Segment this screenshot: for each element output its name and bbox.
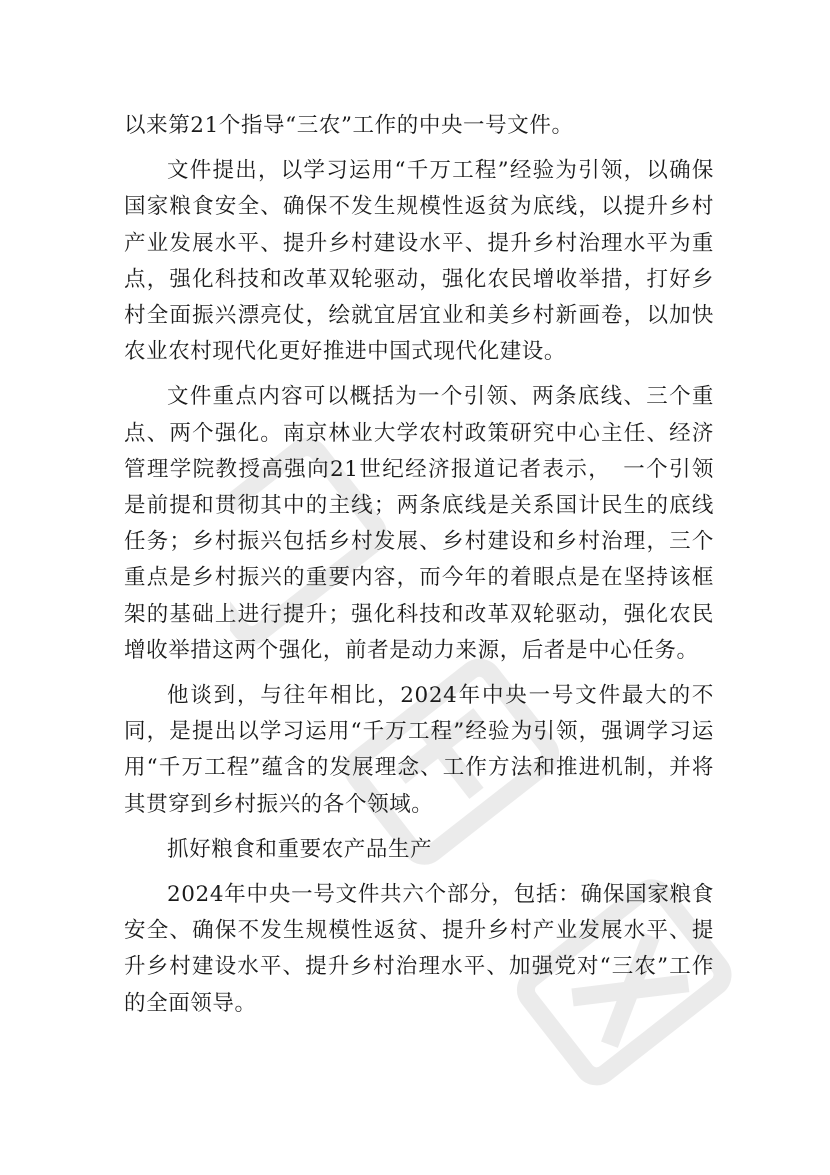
section-heading: 抓好粮食和重要农产品生产 bbox=[167, 836, 433, 862]
paragraph-3: 文件重点内容可以概括为一个引领、两条底线、三个重点、两个强化。南京林业大学农村政策研究中心主任、经济管理学院教授高强向21世纪经济报道记者表示， 一个引领是前提和贯彻其中的主线；两条底线是关系国计民生的底线任务；乡村振兴包括乡村发展、乡村建设和乡村治理，三个重点是乡村振兴的重要内容，而今年的着眼点是在坚持该框架的基础上进行提升；强化科技和改革双轮驱动，强化农民增收举措这两个强化，前者是动力来源，后者是中心任务。 bbox=[124, 384, 714, 663]
paragraph-1: 以来第21个指导“三农”工作的中央一号文件。 bbox=[124, 113, 574, 138]
paragraph-4: 他谈到，与往年相比，2024年中央一号文件最大的不同，是提出以学习运用“千万工程”经验为引领，强调学习运用“千万工程”蕴含的发展理念、工作方法和推进机制，并将其贯穿到乡村振兴的各个领域。 bbox=[124, 683, 714, 817]
paragraph-5: 2024年中央一号文件共六个部分，包括：确保国家粮食安全、确保不发生规模性返贫、提升乡村产业发展水平、提升乡村建设水平、提升乡村治理水平、加强党对“三农”工作的全面领导。 bbox=[124, 882, 714, 1016]
paragraph-2: 文件提出，以学习运用“千万工程”经验为引领，以确保国家粮食安全、确保不发生规模性返贫为底线，以提升乡村产业发展水平、提升乡村建设水平、提升乡村治理水平为重点，强化科技和改革双轮驱动，强化农民增收举措，打好乡村全面振兴漂亮仗，绘就宜居宜业和美乡村新画卷，以加快农业农村现代化更好推进中国式现代化建设。 bbox=[124, 158, 714, 365]
document-body bbox=[124, 108, 714, 1031]
